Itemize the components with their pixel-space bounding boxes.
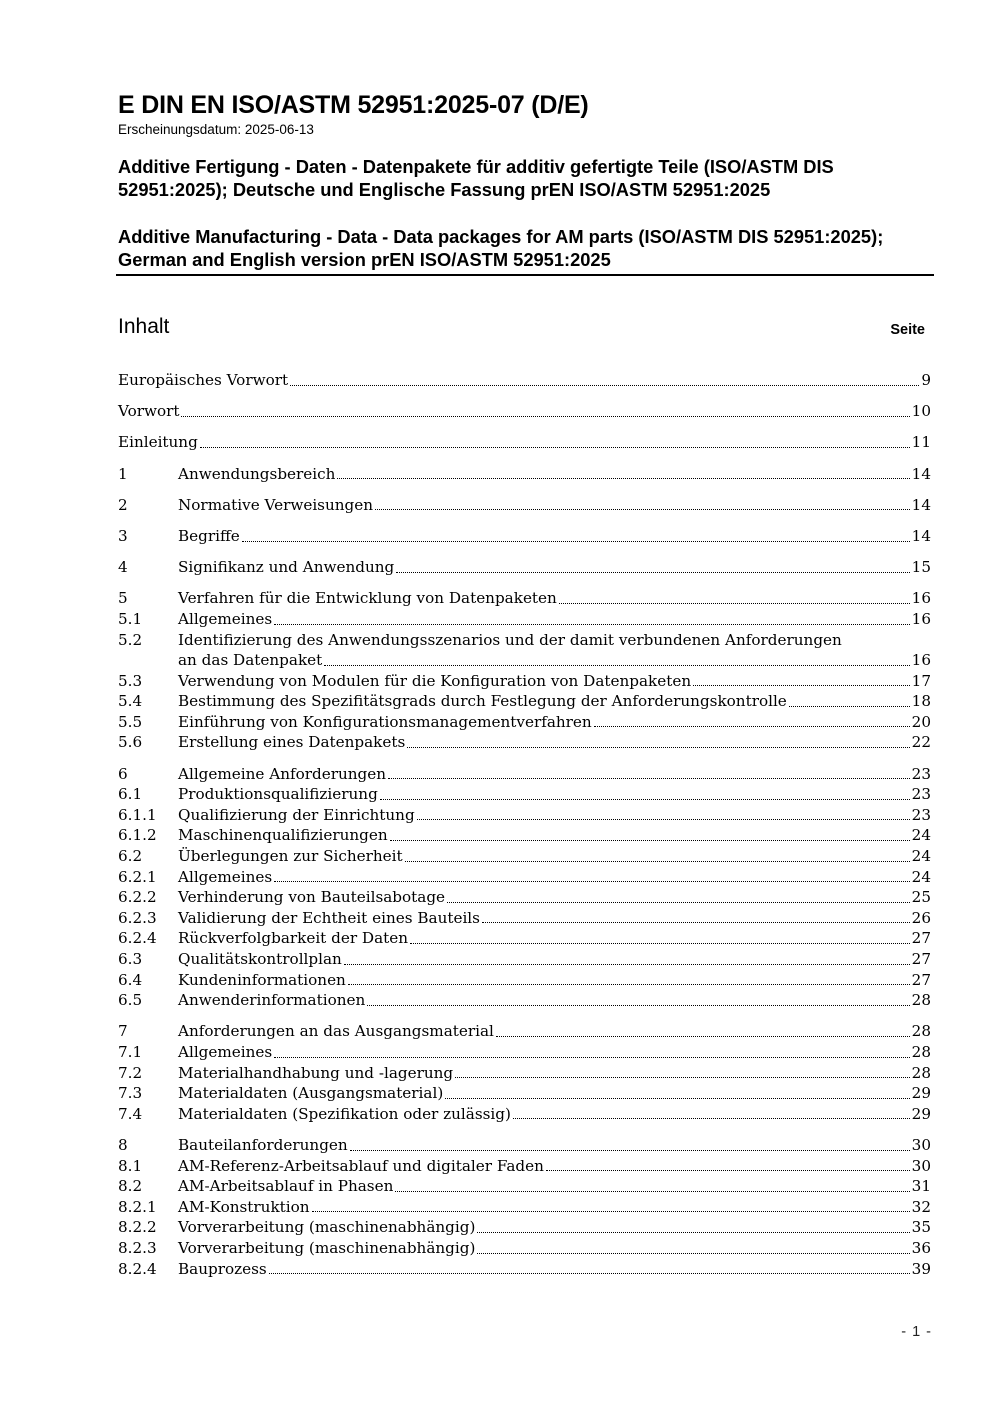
toc-entry[interactable] [118,630,931,671]
toc-entry-page: 15 [911,558,931,577]
toc-leader-dots [395,1191,909,1192]
toc-entry-number: 6.5 [118,991,143,1010]
toc-entry-number: 7.4 [118,1104,143,1123]
toc-entry[interactable] [118,764,931,785]
page-column-label: Seite [890,322,925,338]
toc-entry-number: 3 [118,526,128,545]
toc-entry[interactable] [118,370,931,391]
toc-entry-page: 24 [911,826,931,845]
toc-entry[interactable] [118,557,931,578]
toc-entry[interactable] [118,1156,931,1177]
toc-heading: Inhalt [118,315,170,338]
toc-entry[interactable] [118,1042,931,1063]
toc-entry-page: 16 [911,609,931,628]
toc-entry-page: 31 [911,1177,931,1196]
toc-entry-page: 11 [911,433,931,452]
toc-entry-number: 6.2.2 [118,888,157,907]
toc-entry-number: 5.5 [118,712,143,731]
toc-entry[interactable] [118,949,931,970]
header-divider [116,274,934,276]
toc-entry-page: 30 [911,1135,931,1154]
toc-entry[interactable] [118,1083,931,1104]
toc-entry[interactable] [118,671,931,692]
toc-entry-page: 16 [911,651,931,670]
toc-entry[interactable] [118,1197,931,1218]
toc-entry[interactable] [118,588,931,609]
toc-entry-page: 28 [911,991,931,1010]
toc-entry-title: Einleitung [118,433,198,452]
toc-entry-page: 16 [911,589,931,608]
toc-entry-number: 8.1 [118,1156,143,1175]
toc-entry-title: Maschinenqualifizierungen [178,826,388,845]
toc-entry-title: Verhinderung von Bauteilsabotage [178,888,446,907]
toc-leader-dots [477,1232,909,1233]
toc-leader-dots [496,1036,910,1037]
toc-entry-page: 10 [911,402,931,421]
toc-entry-number: 7 [118,1022,128,1041]
toc-entry-number: 6.4 [118,970,143,989]
toc-entry[interactable] [118,1238,931,1259]
toc-entry-page: 28 [911,1063,931,1082]
toc-entry[interactable] [118,928,931,949]
document-header [118,90,934,271]
toc-entry-title: Kundeninformationen [178,970,346,989]
toc-entry-title: Materialdaten (Ausgangsmaterial) [178,1084,444,1103]
title-english: Additive Manufacturing - Data - Data packages for AM parts (ISO/ASTM DIS 52951:2025); German and English version prEN ISO/ASTM 52951:2025 [118,226,884,270]
toc-entry-title: Bestimmung des Spezifitätsgrads durch Festlegung der Anforderungskontrolle [178,692,787,711]
toc-entry-page: 25 [911,888,931,907]
toc-leader-dots [482,922,910,923]
toc-entry[interactable] [118,846,931,867]
toc-entry-number: 8 [118,1135,128,1154]
toc-entry-title: AM-Referenz-Arbeitsablauf und digitaler Faden [178,1156,544,1175]
toc-entry-page: 22 [911,733,931,752]
table-of-contents [118,368,931,1279]
toc-entry-page: 23 [911,805,931,824]
toc-entry-title: Vorverarbeitung (maschinenabhängig) [178,1218,476,1237]
toc-leader-dots [274,624,909,625]
toc-entry[interactable] [118,401,931,422]
toc-leader-dots [693,685,910,686]
toc-leader-dots [513,1118,910,1119]
toc-entry-title: Allgemeines [178,867,273,886]
toc-leader-dots [447,902,910,903]
toc-leader-dots [396,572,909,573]
toc-entry-page: 27 [911,950,931,968]
toc-entry[interactable] [118,1104,931,1125]
toc-entry-title: Einführung von Konfigurationsmanagementverfahren [178,712,592,731]
toc-entry-title: Anwendungsbereich [178,464,336,483]
toc-leader-dots [407,747,909,748]
toc-entry-number: 6.1.1 [118,805,157,824]
toc-entry-title: Signifikanz und Anwendung [178,558,395,577]
toc-entry-page: 29 [911,1104,931,1123]
toc-entry-page: 28 [911,1022,931,1041]
toc-entry-number: 6.2.1 [118,867,157,886]
toc-entry[interactable] [118,990,931,1011]
toc-entry-page: 17 [911,671,931,690]
toc-leader-dots [390,840,910,841]
toc-leader-dots [348,984,910,985]
toc-entry-title: Anforderungen an das Ausgangsmaterial [178,1022,494,1041]
toc-entry[interactable] [118,784,931,805]
toc-entry-number: 8.2.1 [118,1197,157,1216]
toc-entry-number: 6.2 [118,847,143,866]
toc-entry-number: 6.1 [118,785,143,804]
toc-entry-title: Materialdaten (Spezifikation oder zulässig) [178,1104,511,1123]
toc-entry-title: Begriffe [178,526,240,545]
toc-leader-dots [789,706,910,707]
toc-leader-dots [455,1077,910,1078]
toc-entry-page: 14 [911,526,931,545]
toc-entry[interactable] [118,1135,931,1156]
toc-entry-number: 8.2.4 [118,1259,157,1278]
toc-entry-title: Europäisches Vorwort [118,371,289,389]
toc-entry[interactable] [118,495,931,516]
toc-entry[interactable] [118,526,931,547]
toc-entry-title: Verfahren für die Entwicklung von Datenpaketen [178,589,557,608]
toc-entry[interactable] [118,712,931,733]
toc-entry-page: 14 [911,495,931,514]
toc-leader-dots [200,447,910,448]
toc-leader-dots [344,964,910,965]
toc-entry-page: 36 [911,1238,931,1257]
toc-entry-number: 6.3 [118,950,143,968]
toc-leader-dots [405,861,910,862]
toc-leader-dots [594,726,910,727]
toc-entry-number: 8.2 [118,1177,143,1196]
toc-entry[interactable] [118,691,931,712]
toc-entry-page: 39 [911,1259,931,1278]
toc-entry-page: 28 [911,1042,931,1061]
publication-date: Erscheinungsdatum: 2025-06-13 [118,122,314,137]
toc-entry-title: Bauteilanforderungen [178,1135,348,1154]
toc-entry[interactable] [118,1217,931,1238]
toc-entry-number: 4 [118,558,128,577]
toc-entry-title: Verwendung von Modulen für die Konfiguration von Datenpaketen [178,671,692,690]
toc-entry-page: 18 [911,692,931,711]
toc-leader-dots [274,1057,909,1058]
toc-entry-number: 5.2 [118,630,143,649]
toc-entry[interactable] [118,1063,931,1084]
toc-entry[interactable] [118,970,931,991]
toc-entry[interactable] [118,825,931,846]
toc-leader-dots [312,1211,910,1212]
toc-entry[interactable] [118,432,931,453]
toc-leader-dots [337,478,909,479]
toc-leader-dots [546,1170,910,1171]
toc-entry-number: 2 [118,495,128,514]
toc-entry-number: 7.1 [118,1042,143,1061]
toc-entry-number: 5.4 [118,692,143,711]
toc-leader-dots [324,665,909,666]
toc-leader-dots [274,881,909,882]
toc-leader-dots [290,385,919,386]
toc-entry-number: 5.6 [118,733,143,752]
toc-leader-dots [410,943,910,944]
toc-entry-title-continued: an das Datenpaket [178,651,323,670]
toc-entry-number: 6 [118,764,128,783]
toc-entry-title: Allgemeine Anforderungen [178,764,387,783]
toc-entry-title: Allgemeines [178,1042,273,1061]
toc-leader-dots [388,778,910,779]
toc-entry[interactable] [118,805,931,826]
toc-entry-number: 1 [118,464,128,483]
toc-leader-dots [559,603,910,604]
toc-entry-page: 20 [911,712,931,731]
toc-leader-dots [242,541,910,542]
toc-entry-title: Vorwort [118,402,180,421]
page-number: - 1 - [901,1324,932,1340]
toc-entry[interactable] [118,887,931,908]
toc-entry-title: Produktionsqualifizierung [178,785,378,804]
toc-entry-title: Bauprozess [178,1259,267,1278]
toc-entry-title: Qualifizierung der Einrichtung [178,805,415,824]
toc-leader-dots [375,509,910,510]
document-number: E DIN EN ISO/ASTM 52951:2025-07 (D/E) [118,91,589,119]
toc-entry-title: Rückverfolgbarkeit der Daten [178,929,409,948]
toc-entry-number: 7.3 [118,1084,143,1103]
toc-entry-title: Vorverarbeitung (maschinenabhängig) [178,1238,476,1257]
toc-leader-dots [367,1005,909,1006]
toc-entry-title: AM-Konstruktion [178,1197,310,1216]
toc-entry[interactable] [118,867,931,888]
toc-entry-number: 5 [118,589,128,608]
toc-entry-number: 8.2.2 [118,1218,157,1237]
toc-entry-number: 7.2 [118,1063,143,1082]
toc-entry-page: 29 [911,1084,931,1103]
toc-entry-page: 32 [911,1197,931,1216]
toc-entry[interactable] [118,908,931,929]
toc-entry-page: 26 [911,908,931,927]
toc-leader-dots [445,1098,909,1099]
toc-entry-page: 23 [911,785,931,804]
toc-entry-title: Erstellung eines Datenpakets [178,733,406,752]
toc-entry-number: 6.1.2 [118,826,157,845]
toc-entry-title: Validierung der Echtheit eines Bauteils [178,908,480,927]
toc-entry-title: Materialhandhabung und -lagerung [178,1063,454,1082]
toc-entry-page: 24 [911,867,931,886]
toc-entry-page: 30 [911,1156,931,1175]
toc-entry-page: 35 [911,1218,931,1237]
toc-leader-dots [477,1253,909,1254]
toc-entry-title: Normative Verweisungen [178,495,374,514]
toc-entry-title: Identifizierung des Anwendungsszenarios und der damit verbundenen Anforderungen [178,630,842,649]
toc-entry-title: AM-Arbeitsablauf in Phasen [178,1177,394,1196]
toc-leader-dots [269,1273,910,1274]
toc-entry-title: Anwenderinformationen [178,991,366,1010]
title-german: Additive Fertigung - Daten - Datenpakete für additiv gefertigte Teile (ISO/ASTM DIS 52951:2025); Deutsche und Englische Fassung prEN ISO/ASTM 52951:2025 [118,156,834,200]
toc-entry-title: Qualitätskontrollplan [178,950,342,968]
toc-leader-dots [417,819,910,820]
toc-entry-title: Allgemeines [178,609,273,628]
toc-entry-number: 8.2.3 [118,1238,157,1257]
toc-entry-page: 23 [911,764,931,783]
toc-entry[interactable] [118,1021,931,1042]
toc-leader-dots [181,416,909,417]
toc-entry[interactable] [118,1176,931,1197]
toc-entry-title: Überlegungen zur Sicherheit [178,847,403,866]
toc-entry-page: 9 [921,371,931,389]
toc-entry-number: 6.2.3 [118,908,157,927]
toc-entry[interactable] [118,1259,931,1280]
toc-entry[interactable] [118,464,931,485]
toc-entry-number: 5.1 [118,609,143,628]
toc-entry-page: 24 [911,847,931,866]
toc-leader-dots [350,1150,910,1151]
toc-entry[interactable] [118,732,931,753]
toc-entry-page: 27 [911,970,931,989]
toc-entry-page: 27 [911,929,931,948]
toc-entry-number: 6.2.4 [118,929,157,948]
toc-entry[interactable] [118,609,931,630]
toc-entry-page: 14 [911,464,931,483]
toc-entry-number: 5.3 [118,671,143,690]
toc-leader-dots [380,799,910,800]
